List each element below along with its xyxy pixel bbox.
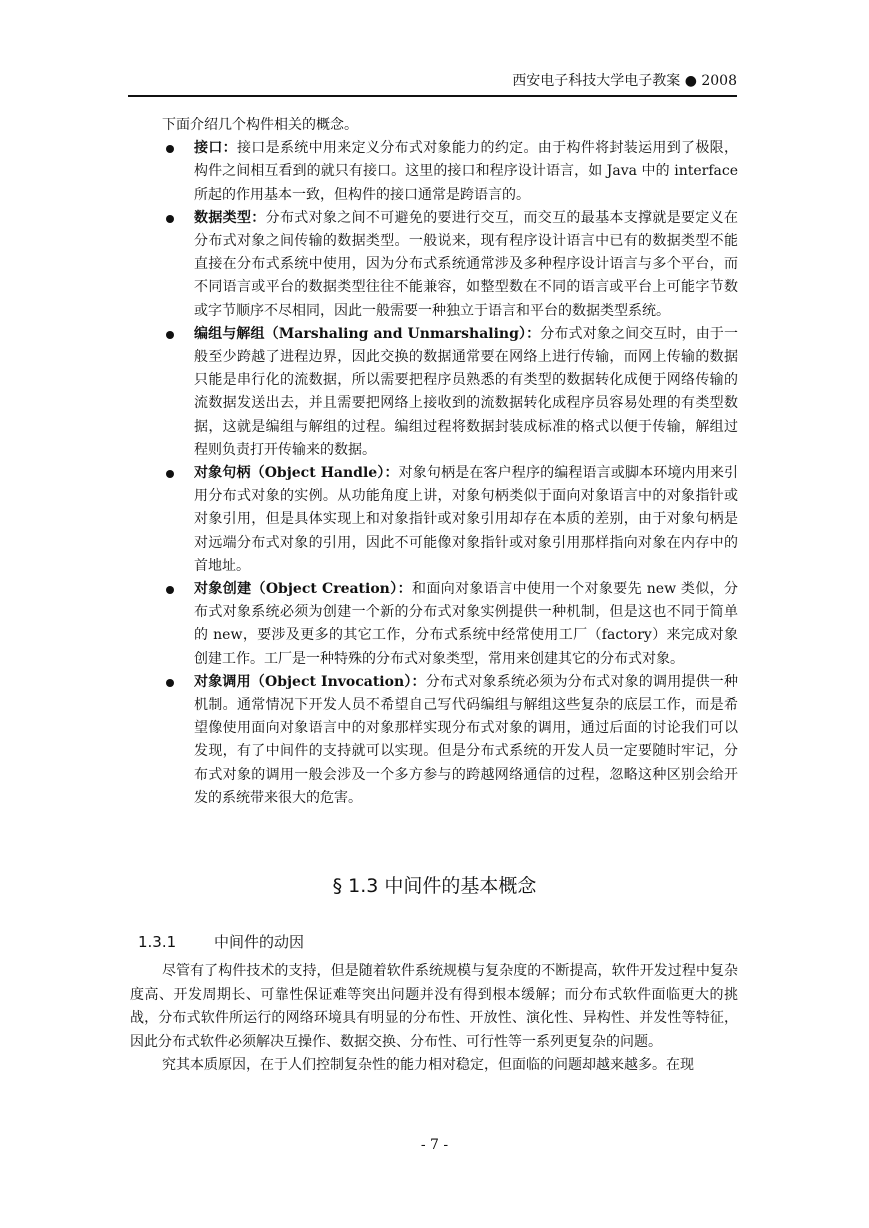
concept-term: 数据类型： — [194, 209, 266, 226]
concept-term: 编组与解组（Marshaling and Unmarshaling）： — [194, 325, 541, 342]
subsection-title: 中间件的动因 — [214, 933, 305, 951]
bullet-icon — [166, 331, 174, 339]
intro-text: 下面介绍几个构件相关的概念。 — [162, 117, 358, 133]
body-text — [130, 960, 738, 1078]
bullet-icon — [166, 470, 174, 478]
bullet-icon — [166, 145, 174, 153]
concepts-section — [162, 114, 738, 810]
header-text: 西安电子科技大学电子教案 ● 2008 — [512, 73, 737, 89]
paragraph: 究其本质原因，在于人们控制复杂性的能力相对稳定，但面临的问题却越来越多。在现 — [162, 1057, 694, 1073]
concept-term: 接口： — [194, 140, 237, 157]
bullet-icon — [166, 586, 174, 594]
concept-text: 接口是系统中用来定义分布式对象能力的约定。由于构件将封装运用到了极限，构件之间相互看到的就只有接口。这里的接口和程序设计语言，如 Java 中的 interface 所起的作用基本一致，但构件的接口通常是跨语言的。 — [194, 140, 739, 203]
section-heading: § 1.3 中间件的基本概念 — [332, 875, 537, 897]
concept-item — [162, 462, 738, 578]
concept-item — [162, 137, 738, 207]
concept-list — [162, 137, 738, 810]
concept-text: 和面向对象语言中使用一个对象要先 new 类似，分布式对象系统必须为创建一个新的分布式对象实例提供一种机制，但是这也不同于简单的 new，要涉及更多的其它工作，分布式系统中经常使用工厂（factory）来完成对象创建工作。工厂是一种特殊的分布式对象类型，常用来创建其它的分布式对象。 — [194, 581, 738, 667]
bullet-icon — [166, 215, 174, 223]
subsection-heading — [138, 930, 304, 954]
concept-term: 对象创建（Object Creation）： — [194, 581, 412, 598]
concept-item — [162, 578, 738, 671]
concept-text: 对象句柄是在客户程序的编程语言或脚本环境内用来引用分布式对象的实例。从功能角度上讲，对象句柄类似于面向对象语言中的对象指针或对象引用，但是具体实现上和对象指针或对象引用却存在本质的差别，由于对象句柄是对远端分布式对象的引用，因此不可能像对象指针或对象引用那样指向对象在内存中的首地址。 — [194, 465, 738, 574]
concept-text: 分布式对象之间不可避免的要进行交互，而交互的最基本支撑就是要定义在分布式对象之间传输的数据类型。一般说来，现有程序设计语言中已有的数据类型不能直接在分布式系统中使用，因为分布式系统通常涉及多种程序设计语言与多个平台，而不同语言或平台的数据类型往往不能兼容，如整型数在不同的语言或平台上可能字节数或字节顺序不尽相同，因此一般需要一种独立于语言和平台的数据类型系统。 — [194, 209, 739, 319]
concept-text: 分布式对象之间交互时，由于一般至少跨越了进程边界，因此交换的数据通常要在网络上进行传输，而网上传输的数据只能是串行化的流数据，所以需要把程序员熟悉的有类型的数据转化成便于网络传输的流数据发送出去，并且需要把网络上接收到的流数据转化成程序员容易处理的有类型数据，这就是编组与解组的过程。编组过程将数据封装成标准的格式以便于传输，解组过程则负责打开传输来的数据。 — [194, 325, 738, 458]
page-number: - 7 - — [420, 1137, 449, 1153]
concept-item — [162, 671, 738, 810]
bullet-icon — [166, 679, 174, 687]
page-header — [128, 71, 737, 97]
subsection-number: 1.3.1 — [138, 933, 177, 951]
concept-item — [162, 323, 738, 462]
concept-text: 分布式对象系统必须为分布式对象的调用提供一种机制。通常情况下开发人员不希望自己写代码编组与解组这些复杂的底层工作，而是希望像使用面向对象语言中的对象那样实现分布式对象的调用，通过后面的讨论我们可以发现，有了中间件的支持就可以实现。但是分布式系统的开发人员一定要随时牢记，分布式对象的调用一般会涉及一个多方参与的跨越网络通信的过程，忽略这种区别会给开发的系统带来很大的危害。 — [194, 673, 739, 806]
paragraph: 尽管有了构件技术的支持，但是随着软件系统规模与复杂度的不断提高，软件开发过程中复杂度高、开发周期长、可靠性保证难等突出问题并没有得到根本缓解；而分布式软件面临更大的挑战，分布式软件所运行的网络环境具有明显的分布性、开放性、演化性、异构性、并发性等特征，因此分布式软件必须解决互操作、数据交换、分布性、可行性等一系列更复杂的问题。 — [130, 963, 738, 1050]
concept-term: 对象调用（Object Invocation）： — [194, 673, 426, 690]
concept-term: 对象句柄（Object Handle）： — [194, 465, 399, 482]
concept-item — [162, 207, 738, 323]
